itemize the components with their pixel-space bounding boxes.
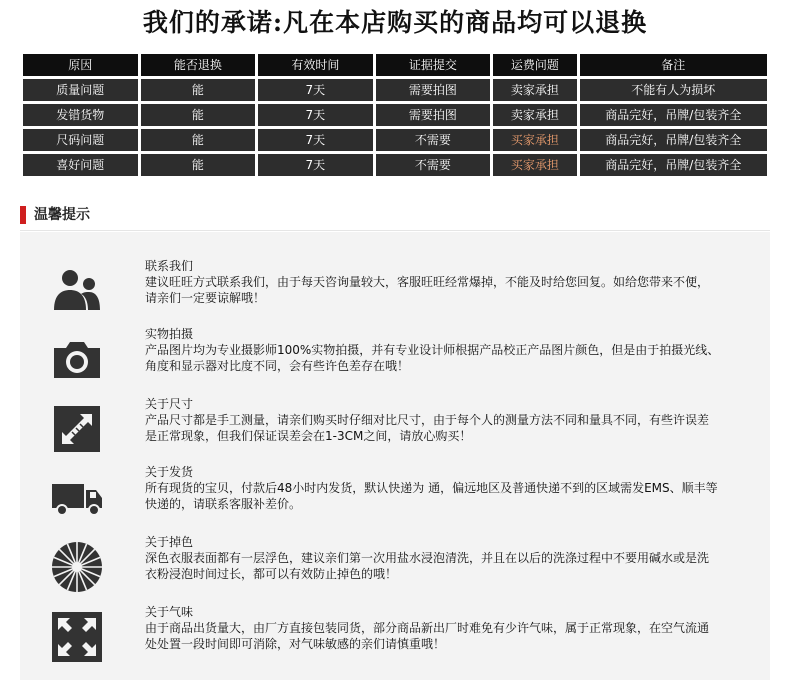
- cell-shipping: 卖家承担: [493, 104, 576, 126]
- page-title: 我们的承诺:凡在本店购买的商品均可以退换: [142, 8, 648, 37]
- tip-title: 关于发货: [145, 465, 194, 479]
- header-shipping: 运费问题: [493, 54, 576, 76]
- cell-reason: 尺码问题: [23, 129, 138, 151]
- tip-title: 实物拍摄: [145, 327, 194, 341]
- cell-reason: 质量问题: [23, 79, 138, 101]
- cell-valid-time: 7天: [258, 79, 373, 101]
- cell-remarks: 不能有人为损坏: [580, 79, 768, 101]
- tip-body: 所有现货的宝贝，付款后48小时内发货，默认快递为 通，偏远地区及普通快递不到的区域需发EMS、顺丰等快递的，请联系客服补差价。: [145, 481, 718, 511]
- cell-evidence: 不需要: [376, 154, 491, 176]
- header-returnable: 能否退换: [141, 54, 256, 76]
- tip-contact: [20, 258, 770, 326]
- tip-odor: [20, 604, 770, 672]
- cell-returnable: 能: [141, 154, 256, 176]
- cell-evidence: 需要拍图: [376, 104, 491, 126]
- table-row: [23, 104, 767, 126]
- cell-shipping: 买家承担: [493, 129, 576, 151]
- tip-title: 关于掉色: [145, 535, 194, 549]
- header-evidence: 证据提交: [376, 54, 491, 76]
- cell-shipping: 卖家承担: [493, 79, 576, 101]
- cell-valid-time: 7天: [258, 129, 373, 151]
- tip-body: 建议旺旺方式联系我们，由于每天咨询量较大，客服旺旺经常爆掉，不能及时给您回复。如给您带来不便，请亲们一定要谅解哦！: [145, 275, 710, 305]
- return-policy-table: [20, 51, 770, 179]
- header-reason: 原因: [23, 54, 138, 76]
- table-row: [23, 79, 767, 101]
- table-row: [23, 129, 767, 151]
- cell-shipping: 买家承担: [493, 154, 576, 176]
- ruler-arrow-icon: [50, 402, 104, 456]
- cell-valid-time: 7天: [258, 154, 373, 176]
- tips-accent-bar: [20, 206, 26, 224]
- table-header-row: [23, 54, 767, 76]
- tips-panel: [20, 232, 770, 680]
- tips-title: 温馨提示: [34, 207, 90, 223]
- cell-remarks: 商品完好，吊牌/包装齐全: [580, 129, 768, 151]
- tip-body: 产品图片均为专业摄影师100%实物拍摄，并有专业设计师根据产品校正产品图片颜色，但是由于拍摄光线、角度和显示器对比度不同，会有些许色差存在哦！: [145, 343, 720, 373]
- tips-header: [20, 204, 770, 226]
- tip-body: 由于商品出货量大，由厂方直接包装同货，部分商品新出厂时难免有少许气味，属于正常现象，在空气流通处处置一段时间即可消除，对气味敏感的亲们请慎重哦！: [145, 621, 710, 651]
- camera-icon: [50, 332, 104, 386]
- tip-body: 深色衣服表面都有一层浮色，建议亲们第一次用盐水浸泡清洗，并且在以后的洗涤过程中不要用碱水或是洗衣粉浸泡时间过长，都可以有效防止掉色的哦！: [145, 551, 710, 581]
- table-row: [23, 154, 767, 176]
- tip-title: 关于气味: [145, 605, 194, 619]
- header-remarks: 备注: [580, 54, 768, 76]
- tip-delivery: [20, 464, 770, 532]
- cell-returnable: 能: [141, 129, 256, 151]
- cell-returnable: 能: [141, 104, 256, 126]
- tip-color-fading: [20, 534, 770, 602]
- header-valid-time: 有效时间: [258, 54, 373, 76]
- tips-divider: [20, 230, 770, 231]
- tip-title: 联系我们: [145, 259, 194, 273]
- tip-title: 关于尺寸: [145, 397, 194, 411]
- tip-photography: [20, 326, 770, 394]
- expand-arrows-icon: [50, 610, 104, 664]
- cell-remarks: 商品完好，吊牌/包装齐全: [580, 154, 768, 176]
- contact-people-icon: [50, 264, 104, 318]
- tip-size: [20, 396, 770, 464]
- delivery-truck-icon: [50, 470, 104, 524]
- cell-evidence: 不需要: [376, 129, 491, 151]
- cell-remarks: 商品完好，吊牌/包装齐全: [580, 104, 768, 126]
- cell-reason: 发错货物: [23, 104, 138, 126]
- cell-valid-time: 7天: [258, 104, 373, 126]
- cell-evidence: 需要拍图: [376, 79, 491, 101]
- color-burst-icon: [50, 540, 104, 594]
- cell-returnable: 能: [141, 79, 256, 101]
- tip-body: 产品尺寸都是手工测量，请亲们购买时仔细对比尺寸，由于每个人的测量方法不同和量具不同，有些许误差是正常现象，但我们保证误差会在1-3CM之间，请放心购买！: [145, 413, 710, 443]
- cell-reason: 喜好问题: [23, 154, 138, 176]
